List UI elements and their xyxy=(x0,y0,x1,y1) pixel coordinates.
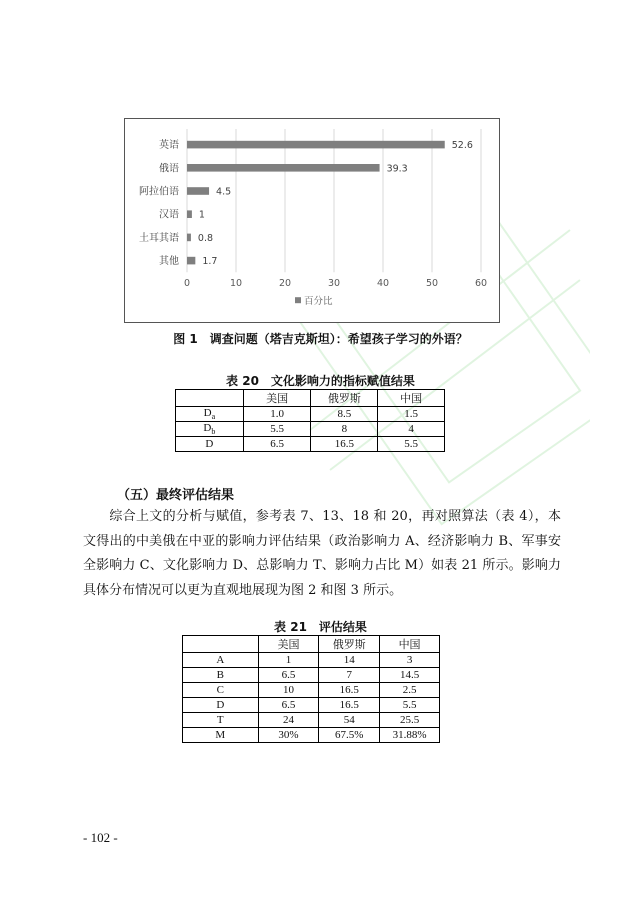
row-label-cell: $D_a$ xyxy=(176,407,244,422)
bar xyxy=(187,141,445,149)
figure-caption: 图 1 调查问题（塔吉克斯坦）：希望孩子学习的外语？ xyxy=(173,332,468,346)
table-row xyxy=(183,683,440,698)
x-tick-label: 10 xyxy=(229,278,243,290)
table-20-title: 表 20 文化影响力的指标赋值结果 xyxy=(226,374,415,388)
table-cell: 6.5 xyxy=(258,668,319,683)
table-row xyxy=(183,668,440,683)
table-cell: 7 xyxy=(319,668,380,683)
table-row xyxy=(176,422,445,437)
table-cell: 1.5 xyxy=(378,407,445,422)
table-cell: 5.5 xyxy=(243,422,311,437)
figure-1-chart xyxy=(124,118,500,323)
table-cell: 16.5 xyxy=(319,683,380,698)
table-cell: 31.88% xyxy=(380,728,440,743)
table-row xyxy=(176,437,445,452)
table-cell: 16.5 xyxy=(311,437,378,452)
header-cell: 中国 xyxy=(378,390,445,407)
table-row xyxy=(183,698,440,713)
table-cell: 1.0 xyxy=(243,407,311,422)
data-label: 1 xyxy=(198,209,205,221)
table-row xyxy=(183,713,440,728)
header-cell: 美国 xyxy=(258,636,319,653)
table-20 xyxy=(175,389,445,452)
category-label: 汉语 xyxy=(159,209,179,221)
table-cell: 24 xyxy=(258,713,319,728)
x-tick-label: 20 xyxy=(278,278,292,290)
bar xyxy=(187,210,192,218)
legend-swatch xyxy=(295,297,301,303)
category-label: 阿拉伯语 xyxy=(139,186,179,198)
table-21 xyxy=(182,635,440,743)
bar xyxy=(187,257,195,265)
data-label: 52.6 xyxy=(451,140,473,152)
data-label: 1.7 xyxy=(202,256,218,268)
paragraph-text: 综合上文的分析与赋值，参考表 7、13、18 和 20，再对照算法（表 4），本文得出的中美俄在中亚的影响力评估结果（政治影响力 A、经济影响力 B、军事安全影响力 C、文化影响力 D、总影响力 T、影响力占比 M）如表 21 所示。影响力具体分布情况可以更为直观地展现为图 2 和图 3 所示。 xyxy=(83,509,561,598)
table-cell: 5.5 xyxy=(378,437,445,452)
table-cell: 2.5 xyxy=(380,683,440,698)
category-label: 其他 xyxy=(159,256,179,268)
table-cell: 30% xyxy=(258,728,319,743)
table-cell: 25.5 xyxy=(380,713,440,728)
bar xyxy=(187,187,209,195)
section-heading: （五）最终评估结果 xyxy=(117,488,235,503)
table-header-row xyxy=(183,636,440,653)
x-tick-label: 0 xyxy=(183,278,191,290)
table-21-title: 表 21 评估结果 xyxy=(274,620,367,634)
header-cell: 中国 xyxy=(380,636,440,653)
row-label-cell: B xyxy=(183,668,259,683)
table-cell: 54 xyxy=(319,713,380,728)
table-cell: 10 xyxy=(258,683,319,698)
table-cell: 14 xyxy=(319,653,380,668)
row-label-cell: D xyxy=(176,437,244,452)
page-number: - 102 - xyxy=(83,830,118,845)
x-tick-label: 60 xyxy=(474,278,488,290)
header-cell: 俄罗斯 xyxy=(319,636,380,653)
header-cell: 俄罗斯 xyxy=(311,390,378,407)
data-label: 39.3 xyxy=(386,163,408,175)
x-tick-label: 30 xyxy=(327,278,341,290)
table-cell: 3 xyxy=(380,653,440,668)
x-tick-label: 40 xyxy=(376,278,390,290)
row-label-cell: $D_b$ xyxy=(176,422,244,437)
row-label-cell: D xyxy=(183,698,259,713)
bar xyxy=(187,234,191,242)
table-row xyxy=(183,728,440,743)
table-cell: 4 xyxy=(378,422,445,437)
table-header-row xyxy=(176,390,445,407)
data-label: 0.8 xyxy=(197,232,214,244)
table-cell: 1 xyxy=(258,653,319,668)
category-label: 俄语 xyxy=(159,163,179,175)
row-label-cell: A xyxy=(183,653,259,668)
table-cell: 16.5 xyxy=(319,698,380,713)
category-label: 英语 xyxy=(159,140,179,152)
table-cell: 8 xyxy=(311,422,378,437)
table-row xyxy=(183,653,440,668)
header-cell xyxy=(183,636,259,653)
bar xyxy=(187,164,380,172)
table-cell: 6.5 xyxy=(258,698,319,713)
header-cell: 美国 xyxy=(243,390,311,407)
table-cell: 8.5 xyxy=(311,407,378,422)
row-label-cell: T xyxy=(183,713,259,728)
table-cell: 6.5 xyxy=(243,437,311,452)
bar-chart xyxy=(125,119,501,324)
row-label-cell: M xyxy=(183,728,259,743)
table-row xyxy=(176,407,445,422)
body-paragraph xyxy=(83,505,561,603)
legend-label: 百分比 xyxy=(304,296,333,308)
row-label-cell: C xyxy=(183,683,259,698)
data-label: 4.5 xyxy=(216,186,232,198)
category-label: 土耳其语 xyxy=(139,232,179,244)
table-cell: 14.5 xyxy=(380,668,440,683)
table-cell: 5.5 xyxy=(380,698,440,713)
header-cell xyxy=(176,390,244,407)
x-tick-label: 50 xyxy=(425,278,439,290)
table-cell: 67.5% xyxy=(319,728,380,743)
